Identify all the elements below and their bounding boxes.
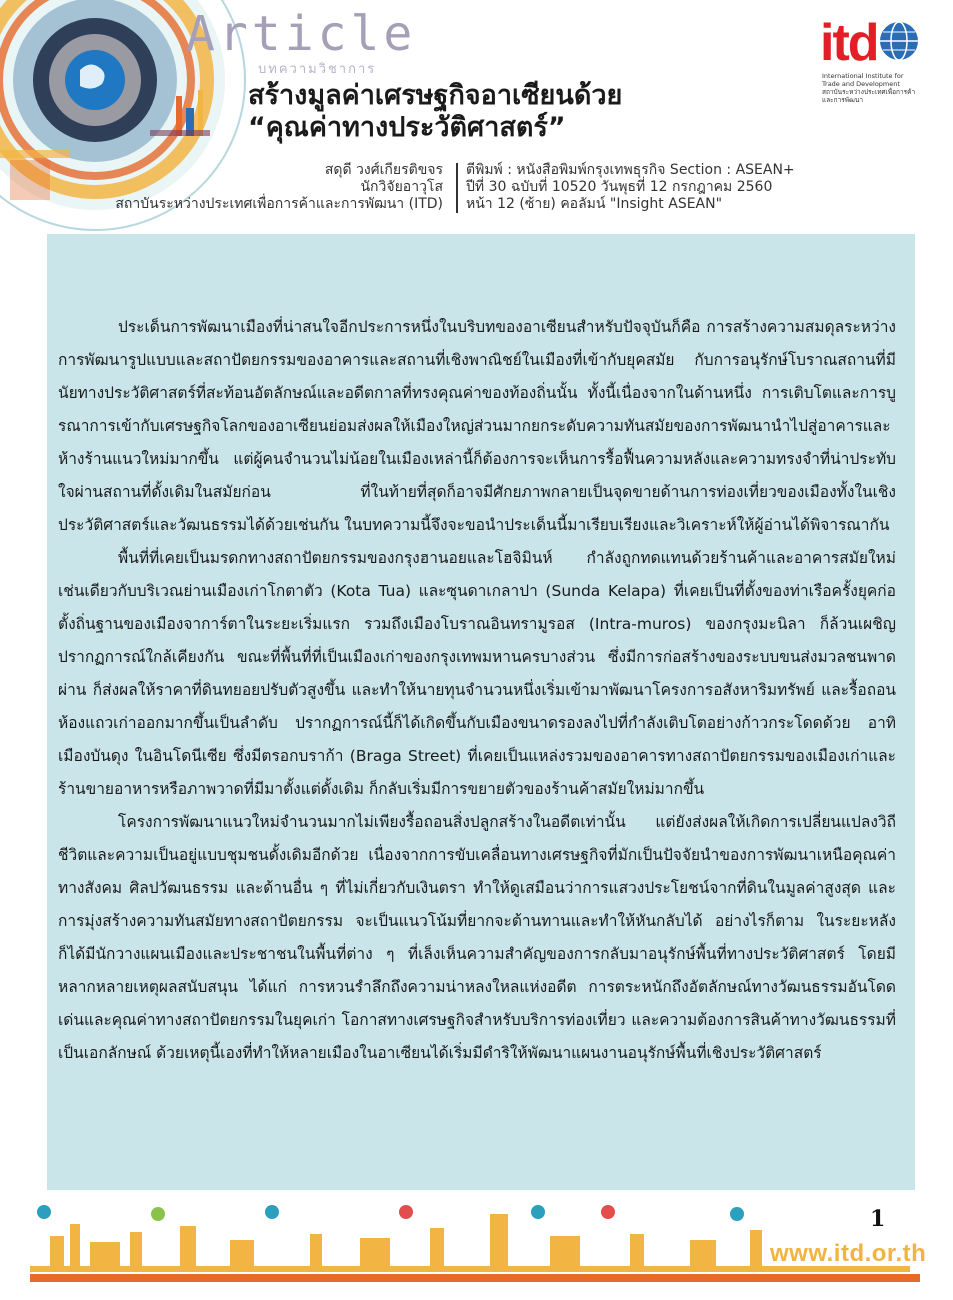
paragraph-3: โครงการพัฒนาแนวใหม่จำนวนมากไม่เพียงรื้อถอนสิ่งปลูกสร้างในอดีตเท่านั้น แต่ยังส่งผลให้เกิดการเปลี่ยนแปลงวิถีชีวิตและความเป็นอยู่แบบชุมชนดั้งเดิมอีกด้วย เนื่องจากการขับเคลื่อนทางเศรษฐกิจที่มักเป็นปัจจัยนำของการพัฒนาเหนือคุณค่าทางสังคม ศิลปวัฒนธรรม และด้านอื่น ๆ ที่ไม่เกี่ยวกับเงินตรา ทำให้ดูเสมือนว่าการแสวงประโยชน์จากที่ดินในมูลค่าสูงสุด และการมุ่งสร้างความทันสมัยทางสถาปัตยกรรม จะเป็นแนวโน้มที่ยากจะต้านทานและทำให้หันกลับได้ อย่างไรก็ตาม ในระยะหลังก็ได้มีนักวางแผนเมืองและประชาชนในพื้นที่ต่าง ๆ ที่เล็งเห็นความสำคัญของการกลับมาอนุรักษ์พื้นที่ทางประวัติศาสตร์ โดยมีหลากหลายเหตุผลสนับสนุน ได้แก่ การหวนรำลึกถึงความน่าหลงใหลแห่งอดีต การตระหนักถึงอัตลักษณ์ทางวัฒนธรรมอันโดดเด่นและคุณค่าทางสถาปัตยกรรมในยุคเก่า โอกาสทางเศรษฐกิจสำหรับบริการท่องเที่ยว และความต้องการสินค้าทางวัฒนธรรมที่เป็นเอกลักษณ์ ด้วยเหตุนี้เองที่ทำให้หลายเมืองในอาเซียนได้เริ่มมีดำริให้พัฒนาแผนงานอนุรักษ์พื้นที่เชิงประวัติศาสตร์ <box>58 813 896 1062</box>
website-link[interactable]: www.itd.or.th <box>770 1240 927 1267</box>
author-position: นักวิจัยอาวุโส <box>360 179 443 195</box>
article-body <box>58 311 896 1070</box>
itd-caption-th: สถาบันระหว่างประเทศเพื่อการค้าและการพัฒนา <box>822 88 916 104</box>
itd-logo-caption <box>822 72 920 104</box>
itd-caption-en: International Institute for Trade and Development <box>822 72 904 88</box>
article-title <box>248 80 622 144</box>
title-line-2: “คุณค่าทางประวัติศาสตร์” <box>248 112 566 143</box>
itd-logo <box>820 14 920 104</box>
section-word-article: Article <box>186 6 417 62</box>
author-block <box>115 162 443 213</box>
header-divider <box>456 163 458 213</box>
publication-line-2: ปีที่ 30 ฉบับที่ 10520 วันพุธที่ 12 กรกฎาคม 2560 <box>466 179 773 195</box>
itd-logo-letters: itd <box>820 14 878 72</box>
author-name: สดุดี วงศ์เกียรติขจร <box>324 162 443 178</box>
paragraph-1: ประเด็นการพัฒนาเมืองที่น่าสนใจอีกประการหนึ่งในบริบทของอาเซียนสำหรับปัจจุบันก็คือ การสร้างความสมดุลระหว่างการพัฒนารูปแบบและสถาปัตยกรรมของอาคารและสถานที่เชิงพาณิชย์ในเมืองที่เข้ากับยุคสมัย กับการอนุรักษ์โบราณสถานที่มีนัยทางประวัติศาสตร์ที่สะท้อนอัตลักษณ์และอดีตกาลที่ทรงคุณค่าของท้องถิ่นนั้น ทั้งนี้เนื่องจากในด้านหนึ่ง การเติบโตและการบูรณาการเข้ากับเศรษฐกิจโลกของอาเซียนย่อมส่งผลให้เมืองใหญ่ส่วนมากยกระดับความทันสมัยของการพัฒนานำไปสู่อาคารและห้างร้านแนวใหม่มากขึ้น แต่ผู้คนจำนวนไม่น้อยในเมืองเหล่านี้ก็ต้องการจะเห็นการรื้อฟื้นความหลังและความทรงจำที่น่าประทับใจผ่านสถานที่ดั้งเดิมในสมัยก่อน ที่ในท้ายที่สุดก็อาจมีศักยภาพกลายเป็นจุดขายด้านการท่องเที่ยวของเมืองทั้งในเชิงประวัติศาสตร์และวัฒนธรรมได้ด้วยเช่นกัน ในบทความนี้จึงจะขอนำประเด็นนี้มาเรียบเรียงและวิเคราะห์ให้ผู้อ่านได้พิจารณากัน <box>58 318 896 534</box>
author-organization: สถาบันระหว่างประเทศเพื่อการค้าและการพัฒนา (ITD) <box>115 196 443 212</box>
paragraph-2: พื้นที่ที่เคยเป็นมรดกทางสถาปัตยกรรมของกรุงฮานอยและโฮจิมินห์ กำลังถูกทดแทนด้วยร้านค้าและอาคารสมัยใหม่ เช่นเดียวกับบริเวณย่านเมืองเก่าโกตาตัว (Kota Tua) และซุนดาเกลาปา (Sunda Kelapa) ที่เคยเป็นที่ตั้งของท่าเรือครั้งยุคก่อตั้งถิ่นฐานของเมืองจาการ์ตาในระยะเริ่มแรก รวมถึงเมืองโบราณอินทรามูรอส (Intra-muros) ของกรุงมะนิลา ก็ล้วนเผชิญปรากฏการณ์ใกล้เคียงกัน ขณะที่พื้นที่ที่เป็นเมืองเก่าของกรุงเทพมหานครบางส่วน ซึ่งมีการก่อสร้างของระบบขนส่งมวลชนพาดผ่าน ก็ส่งผลให้ราคาที่ดินทยอยปรับตัวสูงขึ้น และทำให้นายทุนจำนวนหนึ่งเริ่มเข้ามาพัฒนาโครงการอสังหาริมทรัพย์ และรื้อถอนห้องแถวเก่าออกมากขึ้นเป็นลำดับ ปรากฏการณ์นี้ก็ได้เกิดขึ้นกับเมืองขนาดรองลงไปที่กำลังเติบโตอย่างก้าวกระโดดด้วย อาทิ เมืองบันดุง ในอินโดนีเซีย ซึ่งมีตรอกบราก้า (Braga Street) ที่เคยเป็นแหล่งรวมของอาคารทางสถาปัตยกรรมของเมืองเก่าและร้านขายอาหารหรือภาพวาดที่มีมาตั้งแต่ดั้งเดิม ก็กลับเริ่มมีการขยายตัวของร้านค้าสมัยใหม่มากขึ้น <box>58 549 896 798</box>
globe-icon <box>878 20 920 62</box>
section-subtitle: บทความวิชาการ <box>258 62 377 77</box>
title-line-1: สร้างมูลค่าเศรษฐกิจอาเซียนด้วย <box>248 80 623 111</box>
page-number: 1 <box>870 1206 886 1232</box>
publication-line-3: หน้า 12 (ซ้าย) คอลัมน์ "Insight ASEAN" <box>466 196 723 212</box>
publication-line-1: ตีพิมพ์ : หนังสือพิมพ์กรุงเทพธุรกิจ Section : ASEAN+ <box>466 162 795 178</box>
publication-block <box>466 162 795 213</box>
